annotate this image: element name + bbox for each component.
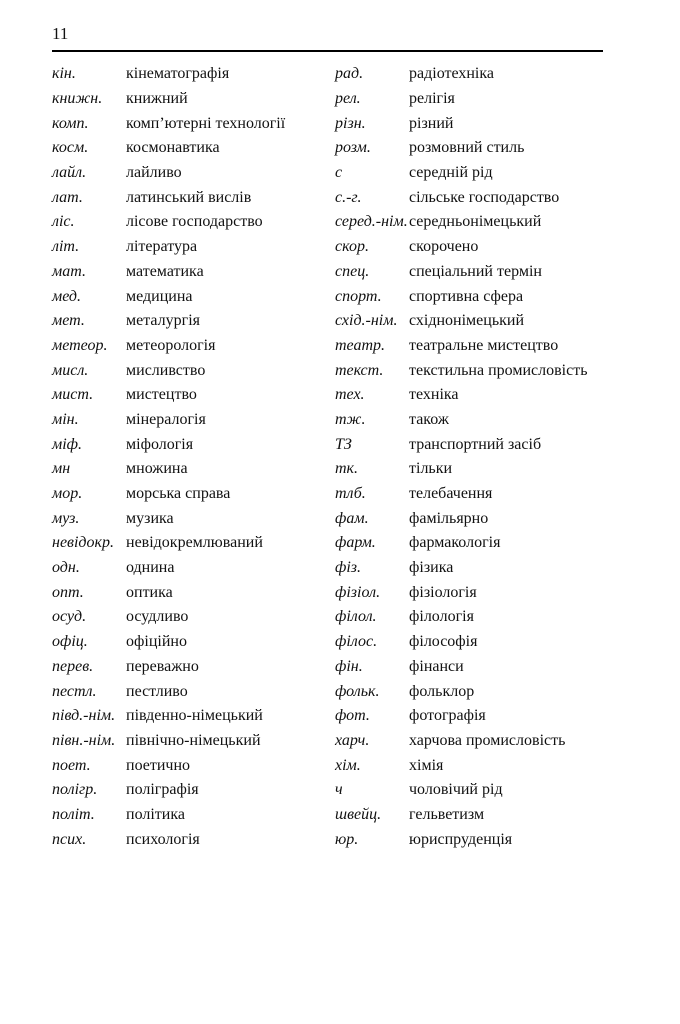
abbreviation-meaning: лайливо — [126, 164, 182, 182]
abbreviation: лайл. — [52, 164, 87, 182]
abbreviation-meaning: міфологія — [126, 435, 194, 453]
abbreviation: півн.-нім. — [52, 731, 116, 749]
abbreviation: опт. — [52, 583, 84, 601]
abbreviation: тех. — [335, 386, 365, 404]
abbreviation-entry — [52, 655, 285, 680]
abbreviation-meaning: чоловічий рід — [409, 781, 503, 799]
abbreviation-meaning: кінематографія — [126, 65, 230, 83]
abbreviation-entry — [52, 235, 285, 260]
abbreviation-meaning: фізика — [409, 559, 454, 577]
abbreviation: фарм. — [335, 534, 376, 552]
abbreviation-entry — [52, 630, 285, 655]
abbreviation: мед. — [52, 287, 82, 305]
abbreviation-meaning: психологія — [126, 830, 200, 848]
abbreviation-entry — [52, 161, 285, 186]
abbreviation: муз. — [52, 509, 80, 527]
abbreviation: комп. — [52, 114, 89, 132]
abbreviation: фот. — [335, 707, 370, 725]
abbreviation: рел. — [335, 90, 361, 108]
abbreviation: харч. — [335, 731, 370, 749]
abbreviation-entry — [335, 506, 588, 531]
abbreviation-entry — [52, 383, 285, 408]
abbreviation: тлб. — [335, 485, 366, 503]
abbreviation: косм. — [52, 139, 89, 157]
abbreviation-meaning: розмовний стиль — [409, 139, 525, 157]
abbreviation: літ. — [52, 238, 80, 256]
abbreviation-entry — [52, 210, 285, 235]
abbreviation-entry — [52, 605, 285, 630]
abbreviation-meaning: різний — [409, 114, 454, 132]
abbreviation-meaning: латинський вислів — [126, 188, 252, 206]
abbreviation-meaning: текстильна промисловість — [409, 361, 588, 379]
abbreviation: псих. — [52, 830, 87, 848]
abbreviation: швейц. — [335, 805, 382, 823]
abbreviation-entry — [335, 432, 588, 457]
abbreviation-meaning: мінералогія — [126, 410, 206, 428]
abbreviation-entry — [52, 556, 285, 581]
abbreviation-entry — [52, 358, 285, 383]
abbreviation: осуд. — [52, 608, 87, 626]
abbreviation: фольк. — [335, 682, 380, 700]
abbreviation-meaning: юриспруденція — [409, 830, 513, 848]
abbreviation-meaning: північно-німецький — [126, 731, 261, 749]
abbreviation: книжн. — [52, 90, 103, 108]
abbreviation: текст. — [335, 361, 384, 379]
abbreviation-entry — [335, 334, 588, 359]
abbreviation-entry — [335, 803, 588, 828]
abbreviation-entry — [335, 778, 588, 803]
abbreviation-entry — [335, 753, 588, 778]
abbreviation: розм. — [335, 139, 371, 157]
abbreviation-entry — [52, 284, 285, 309]
abbreviation-entry — [335, 679, 588, 704]
abbreviation-meaning: офіційно — [126, 633, 187, 651]
abbreviation-meaning: тільки — [409, 460, 453, 478]
abbreviation-meaning: множина — [126, 460, 188, 478]
abbreviation-meaning: політика — [126, 805, 185, 823]
abbreviation-entry — [335, 62, 588, 87]
abbreviation-entry — [52, 778, 285, 803]
abbreviation-meaning: металургія — [126, 312, 201, 330]
abbreviation: мат. — [52, 262, 86, 280]
abbreviation-meaning: поліграфія — [126, 781, 199, 799]
abbreviation-list-left — [52, 62, 285, 852]
abbreviation: хім. — [335, 756, 361, 774]
abbreviation: театр. — [335, 336, 385, 354]
abbreviation-entry — [52, 531, 285, 556]
abbreviation-entry — [335, 655, 588, 680]
abbreviation-meaning: морська справа — [126, 485, 231, 503]
abbreviation: ліс. — [52, 213, 75, 231]
abbreviation-meaning: спортивна сфера — [409, 287, 524, 305]
abbreviation: тк. — [335, 460, 359, 478]
abbreviation: кін. — [52, 65, 76, 83]
abbreviation-entry — [52, 729, 285, 754]
abbreviation-meaning: фінанси — [409, 657, 464, 675]
abbreviation-meaning: техніка — [409, 386, 459, 404]
abbreviation: скор. — [335, 238, 369, 256]
abbreviation: одн. — [52, 559, 80, 577]
abbreviation-meaning: однина — [126, 559, 175, 577]
abbreviation-entry — [52, 408, 285, 433]
abbreviation-meaning: фармакологія — [409, 534, 501, 552]
abbreviation-list-right — [335, 62, 588, 852]
abbreviation-entry — [335, 260, 588, 285]
header-rule — [52, 50, 603, 52]
abbreviation-meaning: лісове господарство — [126, 213, 263, 231]
abbreviation: різн. — [335, 114, 366, 132]
abbreviation-meaning: релігія — [409, 90, 455, 108]
abbreviation: ч — [335, 781, 343, 799]
abbreviation-entry — [52, 62, 285, 87]
abbreviation-entry — [335, 704, 588, 729]
abbreviation-entry — [335, 556, 588, 581]
abbreviation: півд.-нім. — [52, 707, 116, 725]
abbreviation: мист. — [52, 386, 94, 404]
abbreviation-meaning: космонавтика — [126, 139, 220, 157]
abbreviation: фіз. — [335, 559, 362, 577]
abbreviation-meaning: комп’ютерні технології — [126, 114, 286, 132]
abbreviation-entry — [52, 679, 285, 704]
abbreviation-meaning: книжний — [126, 90, 188, 108]
abbreviation-meaning: харчова промисловість — [409, 731, 566, 749]
abbreviation-entry — [335, 284, 588, 309]
abbreviation-meaning: скорочено — [409, 238, 479, 256]
abbreviation: с.-г. — [335, 188, 362, 206]
abbreviation: спорт. — [335, 287, 382, 305]
abbreviation-meaning: хімія — [409, 756, 444, 774]
abbreviation-entry — [52, 185, 285, 210]
abbreviation-meaning: філософія — [409, 633, 478, 651]
abbreviation: ТЗ — [335, 435, 352, 453]
abbreviation-entry — [52, 136, 285, 161]
abbreviation: невідокр. — [52, 534, 115, 552]
abbreviation-entry — [335, 358, 588, 383]
abbreviation-entry — [52, 457, 285, 482]
abbreviation: мн — [52, 460, 71, 478]
abbreviation-entry — [335, 729, 588, 754]
abbreviation: схід.-нім. — [335, 312, 398, 330]
abbreviation: мисл. — [52, 361, 89, 379]
abbreviation: серед.-нім. — [335, 213, 408, 231]
abbreviation: полігр. — [52, 781, 98, 799]
abbreviation-entry — [335, 827, 588, 852]
abbreviation-entry — [335, 111, 588, 136]
abbreviation-meaning: фізіологія — [409, 583, 477, 601]
abbreviation-entry — [52, 803, 285, 828]
abbreviation-entry — [335, 87, 588, 112]
abbreviation-meaning: телебачення — [409, 485, 493, 503]
abbreviation: лат. — [52, 188, 83, 206]
abbreviation: міф. — [52, 435, 83, 453]
abbreviation-entry — [335, 580, 588, 605]
abbreviation: тж. — [335, 410, 366, 428]
abbreviation-meaning: переважно — [126, 657, 199, 675]
abbreviation-entry — [335, 309, 588, 334]
abbreviation: юр. — [335, 830, 359, 848]
abbreviation: філос. — [335, 633, 378, 651]
abbreviation: політ. — [52, 805, 95, 823]
abbreviation-meaning: мисливство — [126, 361, 206, 379]
abbreviation-meaning: медицина — [126, 287, 193, 305]
abbreviation-meaning: музика — [126, 509, 174, 527]
abbreviation: поет. — [52, 756, 91, 774]
abbreviation: мор. — [52, 485, 83, 503]
abbreviation-meaning: оптика — [126, 583, 173, 601]
abbreviation: с — [335, 164, 343, 182]
abbreviation-entry — [52, 482, 285, 507]
abbreviation-meaning: східнонімецький — [409, 312, 525, 330]
abbreviation: перев. — [52, 657, 94, 675]
abbreviation-entry — [52, 111, 285, 136]
abbreviation-entry — [52, 506, 285, 531]
abbreviation-entry — [335, 161, 588, 186]
abbreviation-entry — [335, 408, 588, 433]
abbreviation-meaning: транспортний засіб — [409, 435, 542, 453]
abbreviation-entry — [52, 87, 285, 112]
abbreviation-meaning: математика — [126, 262, 204, 280]
abbreviation-entry — [335, 531, 588, 556]
abbreviation: метеор. — [52, 336, 108, 354]
abbreviation: офіц. — [52, 633, 88, 651]
abbreviation-meaning: середній рід — [409, 164, 493, 182]
abbreviation-entry — [52, 753, 285, 778]
abbreviation-entry — [52, 260, 285, 285]
abbreviation-meaning: радіотехніка — [409, 65, 494, 83]
abbreviation-entry — [52, 432, 285, 457]
abbreviation-meaning: фольклор — [409, 682, 475, 700]
page-number: 11 — [52, 24, 69, 43]
abbreviation: фін. — [335, 657, 363, 675]
abbreviation: рад. — [335, 65, 364, 83]
abbreviation: філол. — [335, 608, 377, 626]
abbreviation-meaning: південно-німецький — [126, 707, 263, 725]
abbreviation-entry — [335, 136, 588, 161]
abbreviation-entry — [52, 309, 285, 334]
abbreviation-meaning: також — [409, 410, 449, 428]
abbreviation-entry — [335, 383, 588, 408]
abbreviation-meaning: пестливо — [126, 682, 188, 700]
abbreviation: фізіол. — [335, 583, 381, 601]
abbreviation-meaning: фамільярно — [409, 509, 489, 527]
abbreviation-entry — [52, 827, 285, 852]
abbreviation: пестл. — [52, 682, 97, 700]
abbreviation: спец. — [335, 262, 370, 280]
abbreviation-meaning: мистецтво — [126, 386, 197, 404]
abbreviation: мін. — [52, 410, 79, 428]
abbreviation-meaning: поетично — [126, 756, 191, 774]
abbreviation: мет. — [52, 312, 85, 330]
abbreviation-meaning: гельветизм — [409, 805, 485, 823]
abbreviation-entry — [335, 210, 588, 235]
abbreviation-meaning: театральне мистецтво — [409, 336, 559, 354]
abbreviation-meaning: невідокремлюваний — [126, 534, 263, 552]
abbreviation-meaning: сільське господарство — [409, 188, 560, 206]
abbreviation-meaning: осудливо — [126, 608, 189, 626]
abbreviation-entry — [335, 605, 588, 630]
abbreviation-entry — [335, 235, 588, 260]
abbreviation-entry — [52, 704, 285, 729]
abbreviation-meaning: спеціальний термін — [409, 262, 542, 280]
abbreviation-entry — [335, 185, 588, 210]
abbreviation-meaning: метеорологія — [126, 336, 216, 354]
abbreviation-entry — [335, 482, 588, 507]
abbreviation-meaning: філологія — [409, 608, 474, 626]
abbreviation-meaning: середньонімецький — [409, 213, 542, 231]
abbreviation-meaning: література — [126, 238, 198, 256]
abbreviation-entry — [52, 334, 285, 359]
abbreviation-meaning: фотографія — [409, 707, 486, 725]
abbreviation: фам. — [335, 509, 369, 527]
abbreviation-entry — [335, 630, 588, 655]
abbreviation-entry — [335, 457, 588, 482]
abbreviation-entry — [52, 580, 285, 605]
